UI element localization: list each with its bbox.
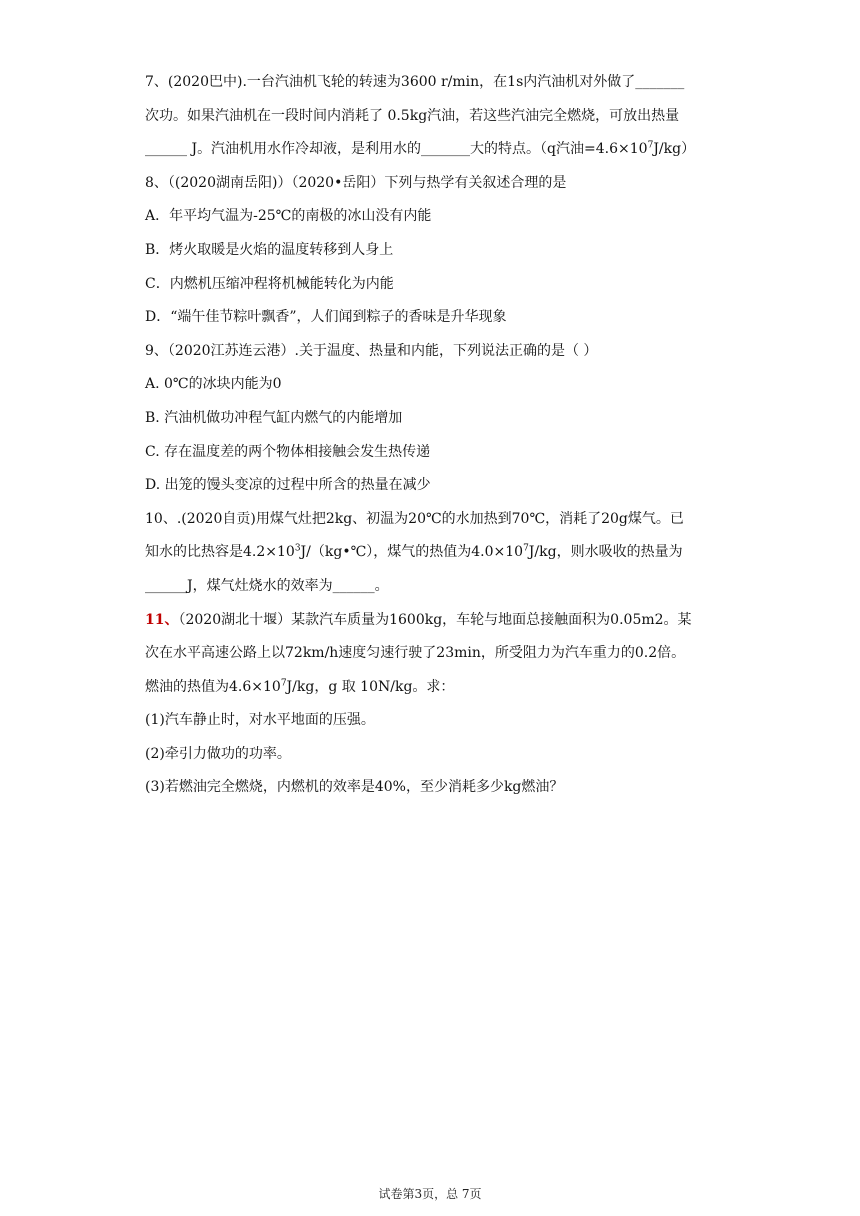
q9-option-b: B. 汽油机做功冲程气缸内燃气的内能增加 [145, 409, 403, 426]
q11-number: 11、 [145, 611, 179, 628]
q11-line-3 [145, 671, 725, 705]
q11-exponent: 7 [280, 678, 287, 689]
q11-line-3-b: J/kg，g 取 10N/kg。求： [286, 678, 455, 695]
q10-exponent-2: 7 [523, 543, 529, 554]
q9-stem: 9、（2020江苏连云港）.关于温度、热量和内能，下列说法正确的是（ ） [145, 342, 598, 359]
q11-sub-1: (1)汽车静止时，对水平地面的压强。 [145, 712, 375, 729]
q8-option-c: C．内燃机压缩冲程将机械能转化为内能 [145, 275, 394, 292]
q11-sub-2: (2)牵引力做功的功率。 [145, 745, 291, 762]
q7-line-3 [145, 133, 725, 167]
q11-line-3-a: 燃油的热值为4.6×10 [145, 678, 281, 695]
q11-sub-3: (3)若燃油完全燃烧，内燃机的效率是40%，至少消耗多少kg燃油？ [145, 779, 564, 796]
q8-option-b: B．烤火取暖是火焰的温度转移到人身上 [145, 241, 394, 258]
q7-line-3-text: ______ J。汽油机用水作冷却液，是利用水的_______大的特点。（q汽油=4.6×10 [145, 141, 648, 158]
q10-line-2-c: J/kg，则水吸收的热量为 [528, 544, 683, 561]
q7-line-1: 7、(2020巴中).一台汽油机飞轮的转速为3600 r/min，在1s内汽油机对外做了_______ [145, 74, 685, 90]
q10-line-2 [145, 536, 725, 570]
q11-line-1-text: （2020湖北十堰）某款汽车质量为1600kg，车轮与地面总接触面积为0.05m2。某 [178, 611, 692, 628]
question-7 [145, 66, 725, 167]
question-9 [145, 335, 725, 503]
q8-option-a: A．年平均气温为-25℃的南极的冰山没有内能 [145, 208, 432, 225]
q10-line-1: 10、.(2020自贡)用煤气灶把2kg、初温为20℃的水加热到70℃，消耗了20g煤气。已 [145, 510, 684, 527]
q11-line-2: 次在水平高速公路上以72km/h速度匀速行驶了23min，所受阻力为汽车重力的0.2倍。 [145, 645, 686, 662]
page-content [145, 66, 725, 805]
q7-line-2: 次功。如果汽油机在一段时间内消耗了 0.5kg汽油，若这些汽油完全燃烧，可放出热量 [145, 107, 680, 124]
q8-stem: 8、（(2020湖南岳阳)）（2020•岳阳）下列与热学有关叙述合理的是 [145, 174, 567, 191]
q10-line-3: ______J，煤气灶烧水的效率为______。 [145, 577, 389, 594]
page-footer: 试卷第3页，总 7页 [378, 1187, 482, 1201]
question-8 [145, 167, 725, 335]
q9-option-a: A. 0℃的冰块内能为0 [145, 376, 282, 393]
q10-exponent-1: 3 [294, 543, 301, 554]
q10-line-2-b: J/（kg•℃），煤气的热值为4.0×10 [300, 544, 524, 561]
q11-line-1 [145, 604, 725, 638]
question-11 [145, 604, 725, 806]
question-10 [145, 503, 725, 604]
q7-line-3-unit: J/kg） [653, 141, 696, 158]
q10-line-2-a: 知水的比热容是4.2×10 [145, 544, 295, 561]
q9-option-d: D. 出笼的馒头变凉的过程中所含的热量在减少 [145, 477, 431, 494]
q8-option-d: D．“端午佳节粽叶飘香”，人们闻到粽子的香味是升华现象 [145, 309, 507, 326]
q9-option-c: C. 存在温度差的两个物体相接触会发生热传递 [145, 443, 431, 460]
q7-exponent: 7 [647, 140, 654, 151]
